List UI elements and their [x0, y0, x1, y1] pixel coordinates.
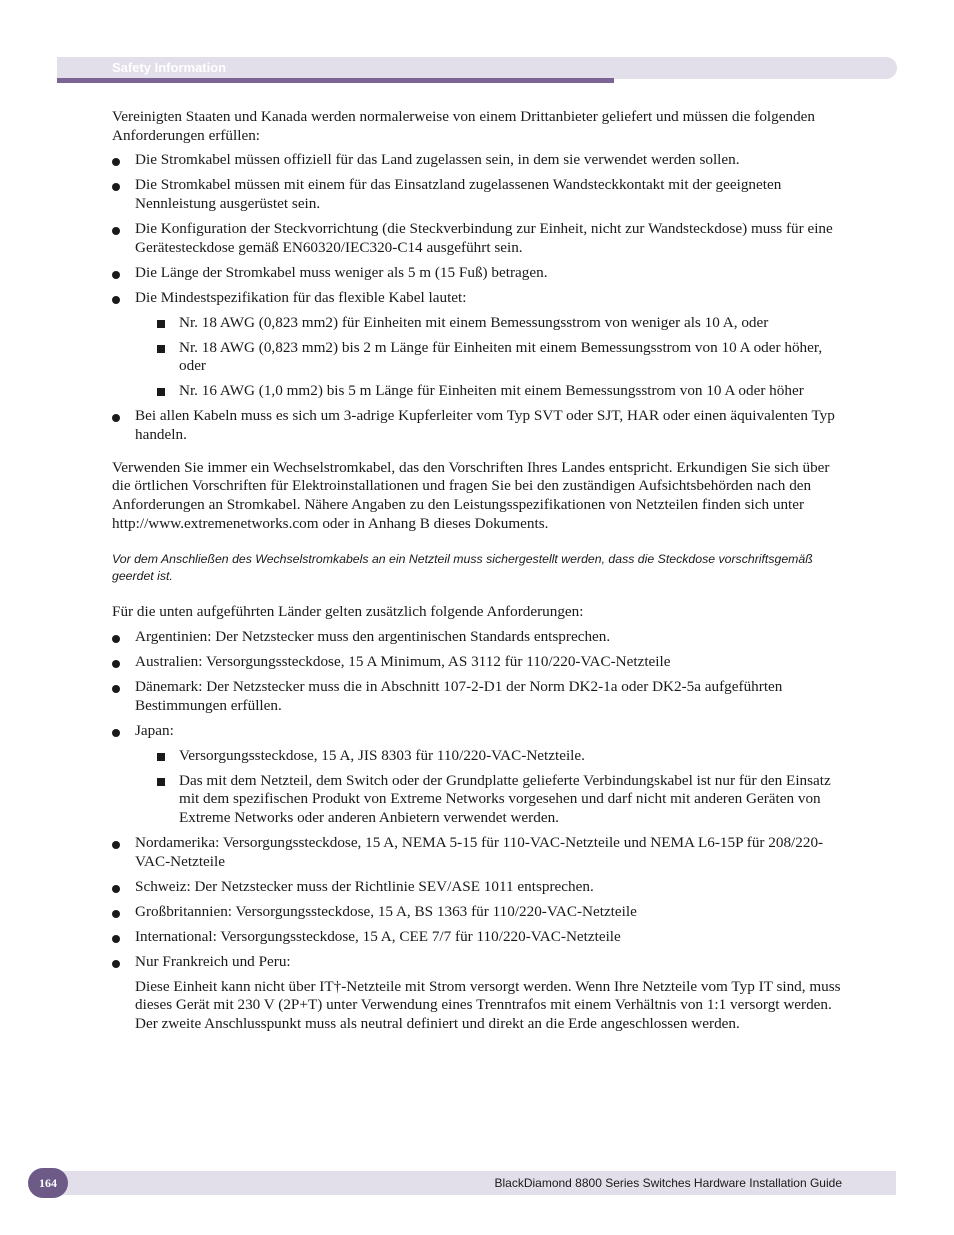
list-item: Großbritannien: Versorgungssteckdose, 15 A, BS 1363 für 110/220-VAC-Netzteile — [112, 903, 847, 922]
list-item: Die Stromkabel müssen mit einem für das Einsatzland zugelassenen Wandsteckkontakt mit der geeigneten Nennleistung ausgerüstet sein. — [112, 176, 847, 213]
header-rule — [57, 78, 614, 83]
list-item: Versorgungssteckdose, 15 A, JIS 8303 für 110/220-VAC-Netzteile. — [135, 747, 847, 766]
japan-list — [112, 747, 847, 828]
countries-list-cont — [112, 834, 847, 971]
page-content — [112, 108, 847, 1034]
list-item — [112, 722, 847, 741]
countries-intro: Für die unten aufgeführten Länder gelten zusätzlich folgende Anforderungen: — [112, 603, 584, 621]
list-item — [112, 289, 847, 308]
list-item: Schweiz: Der Netzstecker muss der Richtlinie SEV/ASE 1011 entsprechen. — [112, 878, 847, 897]
list-item: Das mit dem Netzteil, dem Switch oder der Grundplatte gelieferte Verbindungskabel ist nur für den Einsatz mit dem spezifischen Produkt von Extreme Networks vorgesehen und darf nicht mit anderen Geräten von Extreme Networks oder anderen Anbietern verwendet werden. — [135, 772, 847, 828]
list-item: Die Konfiguration der Steckvorrichtung (die Steckverbindung zur Einheit, nicht zur Wandsteckdose) muss für eine Gerätesteckdose gemäß EN60320/IEC320-C14 ausgeführt sein. — [112, 220, 847, 257]
section-title: Safety Information — [112, 60, 227, 75]
intro-paragraph: Vereinigten Staaten und Kanada werden normalerweise von einem Drittanbieter geliefert und müssen die folgenden Anforderungen erfüllen: — [112, 108, 816, 144]
document-title: BlackDiamond 8800 Series Switches Hardware Installation Guide — [494, 1176, 842, 1190]
page-number: 164 — [28, 1168, 68, 1198]
list-item: Argentinien: Der Netzstecker muss den argentinischen Standards entsprechen. — [112, 628, 847, 647]
list-item: Bei allen Kabeln muss es sich um 3-adrige Kupferleiter vom Typ SVT oder SJT, HAR oder einen äquivalenten Typ handeln. — [112, 407, 847, 444]
requirements-list-cont — [112, 407, 847, 444]
list-item: Nr. 18 AWG (0,823 mm2) bis 2 m Länge für Einheiten mit einem Bemessungsstrom von 10 A oder höher, oder — [135, 339, 847, 376]
list-item: International: Versorgungssteckdose, 15 A, CEE 7/7 für 110/220-VAC-Netzteile — [112, 928, 847, 947]
france-peru-paragraph: Diese Einheit kann nicht über IT†-Netzteile mit Strom versorgt werden. Wenn Ihre Netzteile vom Typ IT sind, muss dieses Gerät mit 230 V (2P+T) unter Verwendung eines Trenntrafos mit einem Verhältnis von 1:1 versorgt werden. Der zweite Anschlusspunkt muss als neutral definiert und direkt an die Erde angeschlossen werden. — [135, 977, 841, 1033]
list-item: Nur Frankreich und Peru: — [112, 953, 847, 972]
requirements-list — [112, 151, 847, 307]
list-item: Nr. 18 AWG (0,823 mm2) für Einheiten mit einem Bemessungsstrom von weniger als 10 A, oder — [135, 314, 847, 333]
countries-list — [112, 628, 847, 740]
list-item: Die Länge der Stromkabel muss weniger als 5 m (15 Fuß) betragen. — [112, 264, 847, 283]
list-item: Nordamerika: Versorgungssteckdose, 15 A, NEMA 5-15 für 110-VAC-Netzteile und NEMA L6-15P für 208/220-VAC-Netzteile — [112, 834, 847, 871]
list-item: Die Stromkabel müssen offiziell für das Land zugelassen sein, in dem sie verwendet werden sollen. — [112, 151, 847, 170]
list-item-text: Japan: — [135, 721, 174, 739]
list-item-text: Die Mindestspezifikation für das flexible Kabel lautet: — [135, 288, 467, 306]
list-item: Nr. 16 AWG (1,0 mm2) bis 5 m Länge für Einheiten mit einem Bemessungsstrom von 10 A oder höher — [135, 382, 847, 401]
ac-cable-paragraph: Verwenden Sie immer ein Wechselstromkabel, das den Vorschriften Ihres Landes entspricht. Erkundigen Sie sich über die örtlichen Vorschriften für Elektroinstallationen und fragen Sie bei den zuständigen Aufsichtsbehörden nach den Anforderungen an Stromkabel. Nähere Angaben zu den Leistungsspezifikationen von Netzteilen finden sich unter http://www.extremenetworks.com oder in Anhang B dieses Dokuments. — [112, 458, 830, 532]
list-item: Dänemark: Der Netzstecker muss die in Abschnitt 107-2-D1 der Norm DK2-1a oder DK2-5a aufgeführten Bestimmungen erfüllen. — [112, 678, 847, 715]
list-item: Australien: Versorgungssteckdose, 15 A Minimum, AS 3112 für 110/220-VAC-Netzteile — [112, 653, 847, 672]
cable-spec-list — [112, 314, 847, 401]
grounding-note: Vor dem Anschließen des Wechselstromkabels an ein Netzteil muss sichergestellt werden, dass die Steckdose vorschriftsgemäß geerdet ist. — [112, 552, 813, 584]
